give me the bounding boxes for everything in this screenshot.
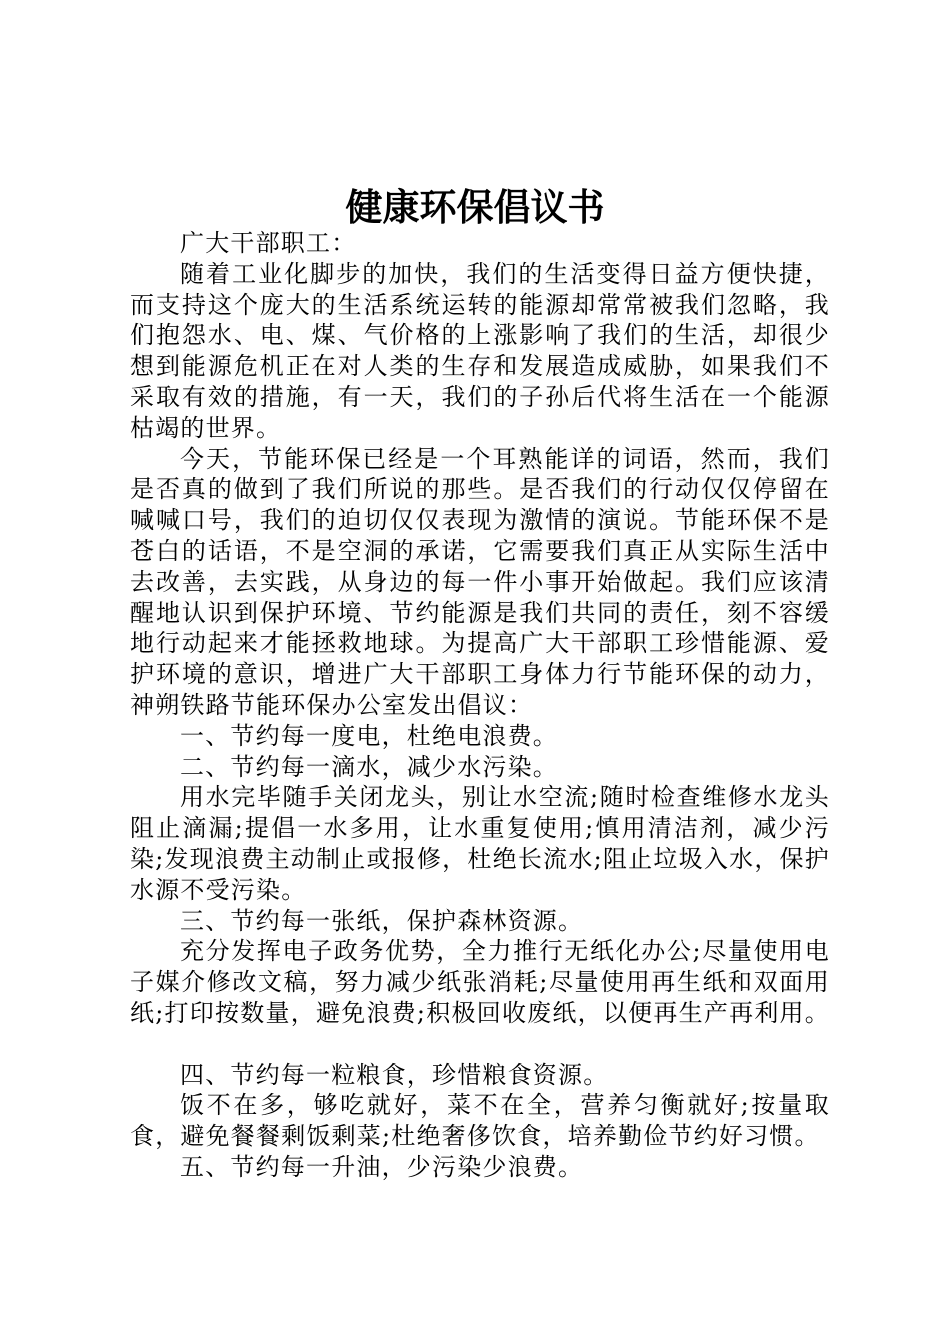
salutation: 广大干部职工： (180, 229, 357, 257)
document-title: 健康环保倡议书 (345, 186, 605, 229)
item-2-heading: 二、节约每一滴水，减少水污染。 (180, 752, 558, 781)
item-3-body: 充分发挥电子政务优势，全力推行无纸化办公;尽量使用电子媒介修改文稿，努力减少纸张消耗;尽量使用再生纸和双面用纸;打印按数量，避免浪费;积极回收废纸，以便再生产再利用。 (130, 937, 830, 1027)
item-4-heading: 四、节约每一粒粮食，珍惜粮食资源。 (180, 1060, 609, 1089)
item-2-body: 用水完毕随手关闭龙头，别让水空流;随时检查维修水龙头阻止滴漏;提倡一水多用，让水重复使用;慎用清洁剂，减少污染;发现浪费主动制止或报修，杜绝长流水;阻止垃圾入水，保护水源不受污染。 (130, 783, 830, 904)
blank-line (130, 1029, 830, 1060)
paragraph-today: 今天，节能环保已经是一个耳熟能详的词语，然而，我们是否真的做到了我们所说的那些。是否我们的行动仅仅停留在喊喊口号，我们的迫切仅仅表现为激情的演说。节能环保不是苍白的话语，不是空洞的承诺，它需要我们真正从实际生活中去改善，去实践，从身边的每一件小事开始做起。我们应该清醒地认识到保护环境、节约能源是我们共同的责任，刻不容缓地行动起来才能拯救地球。为提高广大干部职工珍惜能源、爱护环境的意识，增进广大干部职工身体力行节能环保的动力，神朔铁路节能环保办公室发出倡议： (130, 444, 830, 719)
item-4-body: 饭不在多，够吃就好，菜不在全，营养匀衡就好;按量取食，避免餐餐剩饭剩菜;杜绝奢侈饮食，培养勤俭节约好习惯。 (130, 1091, 830, 1151)
paragraph-intro: 随着工业化脚步的加快，我们的生活变得日益方便快捷，而支持这个庞大的生活系统运转的能源却常常被我们忽略，我们抱怨水、电、煤、气价格的上涨影响了我们的生活，却很少想到能源危机正在对人类的生存和发展造成威胁，如果我们不采取有效的措施，有一天，我们的子孙后代将生活在一个能源枯竭的世界。 (130, 259, 830, 442)
item-3-heading: 三、节约每一张纸，保护森林资源。 (180, 906, 584, 935)
item-1-heading: 一、节约每一度电，杜绝电浪费。 (180, 721, 558, 750)
document-body (130, 228, 830, 1183)
item-5-heading: 五、节约每一升油，少污染少浪费。 (180, 1152, 584, 1181)
